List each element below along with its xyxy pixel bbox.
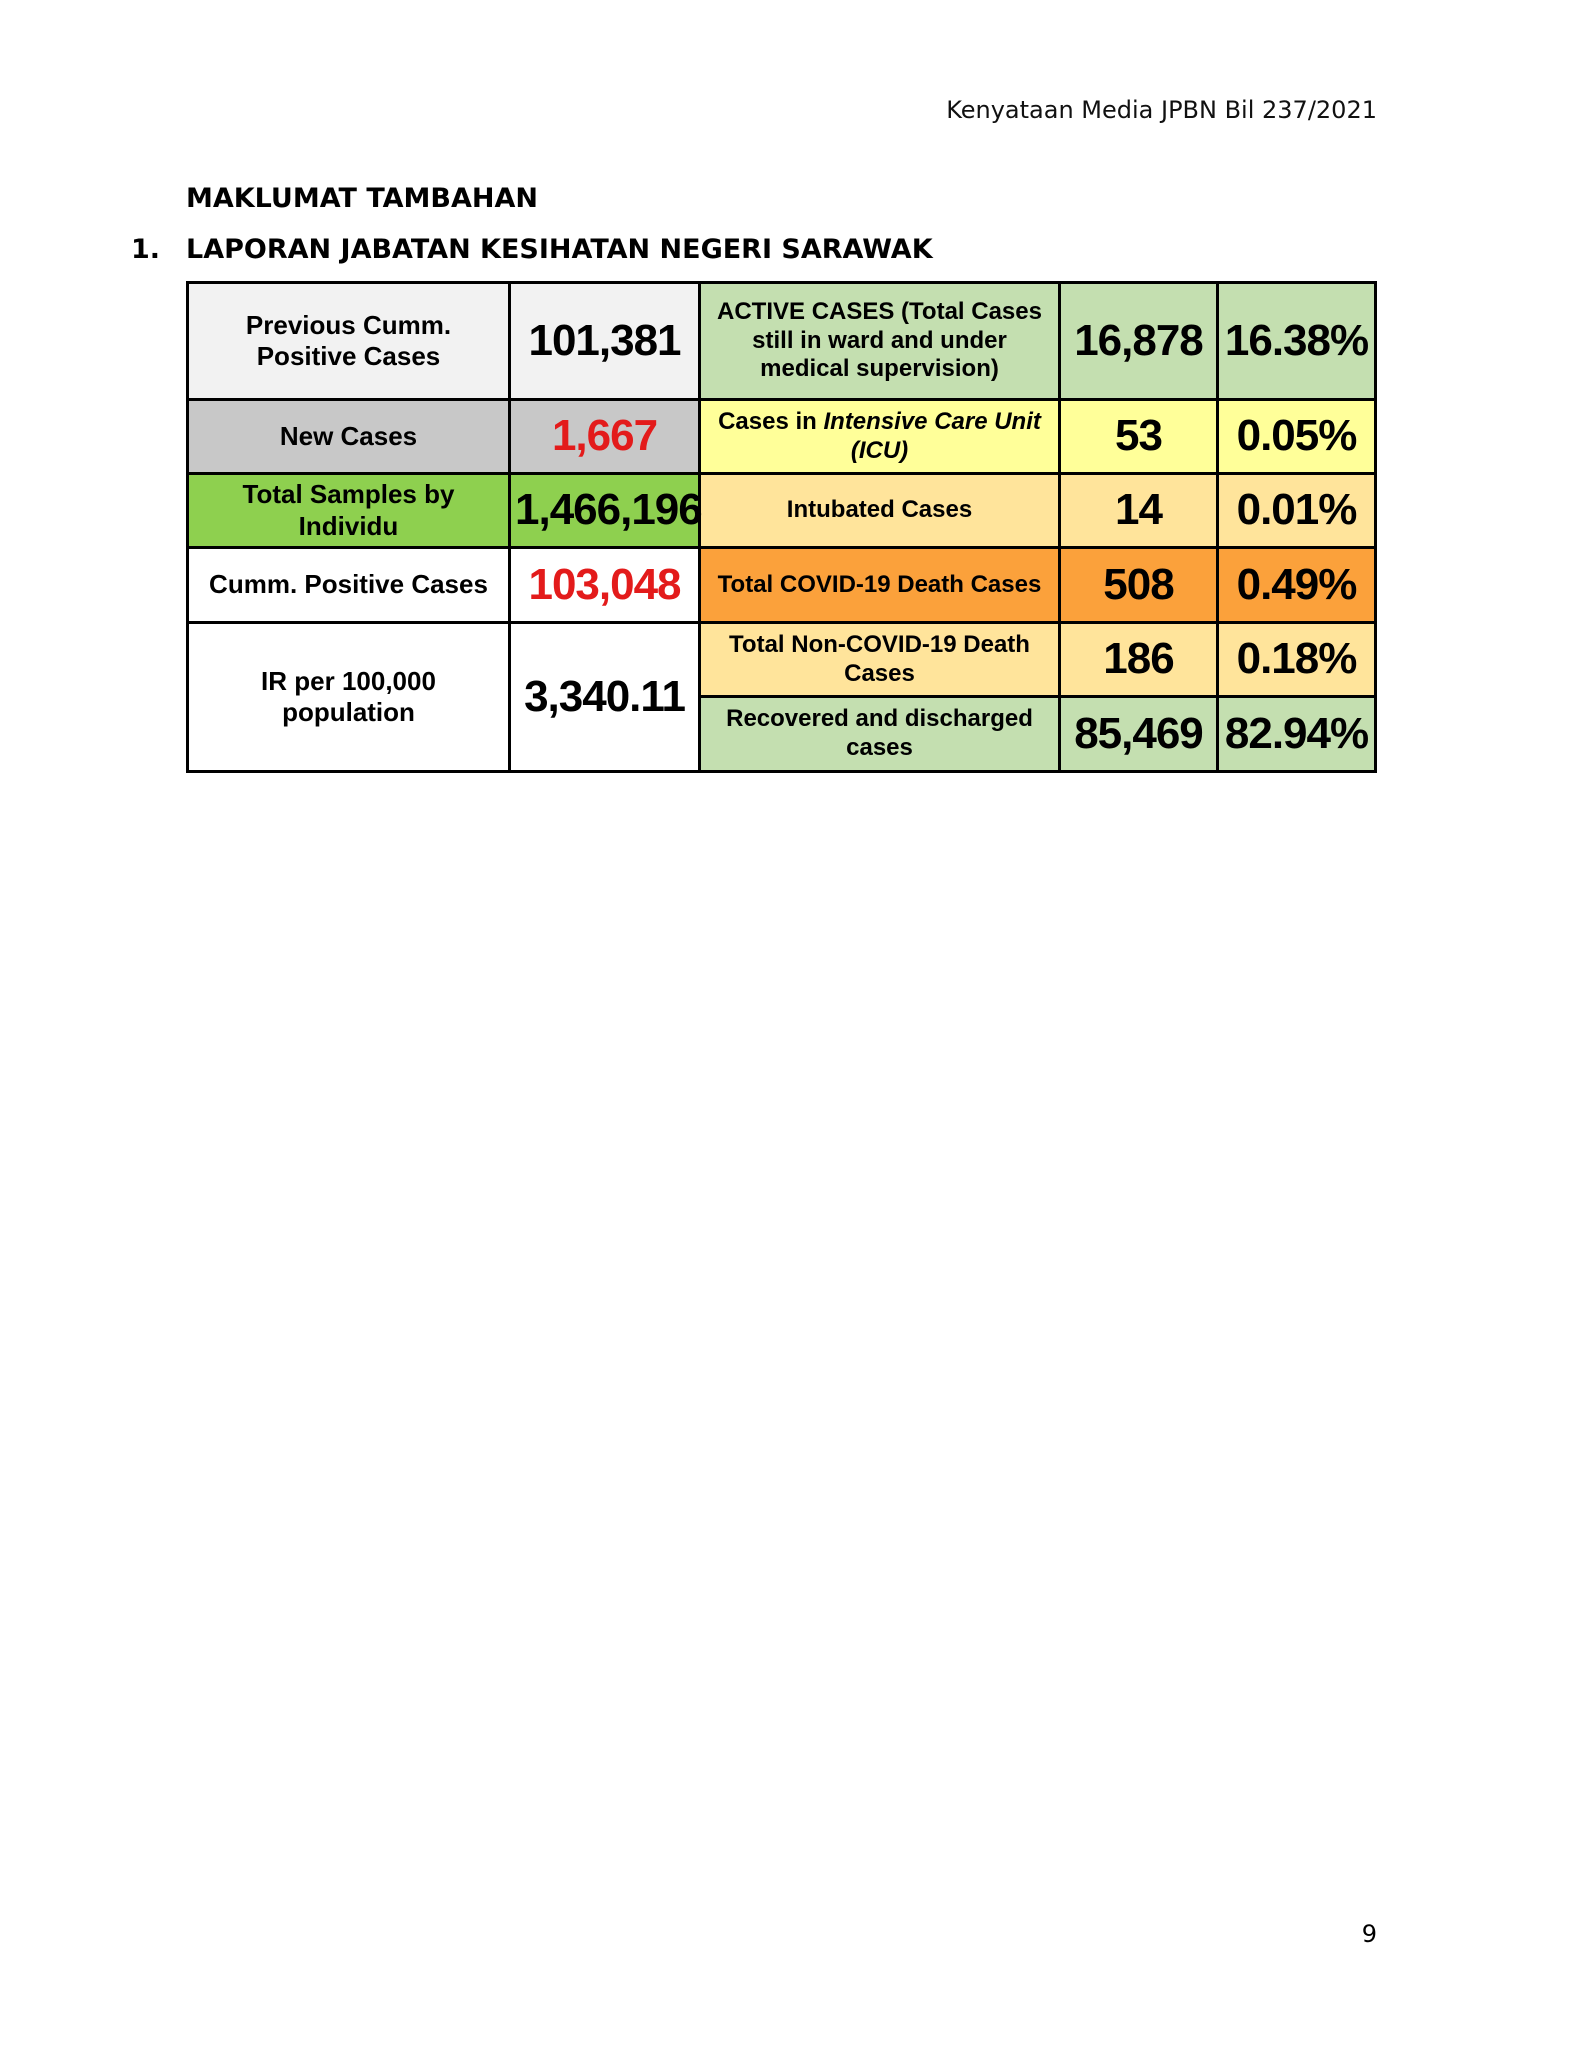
recovered-value: 85,469 — [1060, 697, 1218, 772]
active-cases-value: 16,878 — [1060, 283, 1218, 400]
previous-cumm-positive-value: 101,381 — [510, 283, 700, 400]
icu-cases-label — [700, 400, 1060, 474]
table-row — [188, 400, 1376, 474]
section-title: MAKLUMAT TAMBAHAN — [186, 183, 538, 214]
ir-per-100000-label: IR per 100,000 population — [188, 623, 510, 772]
icu-cases-percent: 0.05% — [1218, 400, 1376, 474]
recovered-percent: 82.94% — [1218, 697, 1376, 772]
intubated-cases-label: Intubated Cases — [700, 474, 1060, 548]
section-heading: LAPORAN JABATAN KESIHATAN NEGERI SARAWAK — [186, 234, 933, 265]
cumm-positive-value: 103,048 — [510, 548, 700, 623]
table-row — [188, 623, 1376, 697]
previous-cumm-positive-label: Previous Cumm. Positive Cases — [188, 283, 510, 400]
intubated-cases-percent: 0.01% — [1218, 474, 1376, 548]
page-number: 9 — [1361, 1920, 1377, 1948]
active-cases-label: ACTIVE CASES (Total Cases still in ward and under medical supervision) — [700, 283, 1060, 400]
table-row — [188, 283, 1376, 400]
cumm-positive-label: Cumm. Positive Cases — [188, 548, 510, 623]
new-cases-label: New Cases — [188, 400, 510, 474]
non-covid-death-percent: 0.18% — [1218, 623, 1376, 697]
total-samples-label: Total Samples by Individu — [188, 474, 510, 548]
icu-label-prefix: Cases in — [718, 407, 824, 435]
document-reference: Kenyataan Media JPBN Bil 237/2021 — [946, 96, 1377, 124]
covid-death-value: 508 — [1060, 548, 1218, 623]
active-cases-percent: 16.38% — [1218, 283, 1376, 400]
non-covid-death-value: 186 — [1060, 623, 1218, 697]
total-samples-value: 1,466,196 — [510, 474, 700, 548]
icu-cases-value: 53 — [1060, 400, 1218, 474]
covid-death-label: Total COVID-19 Death Cases — [700, 548, 1060, 623]
section-number: 1. — [131, 234, 161, 265]
table-row — [188, 474, 1376, 548]
covid-stats-table — [186, 281, 1377, 773]
covid-death-percent: 0.49% — [1218, 548, 1376, 623]
ir-per-100000-value: 3,340.11 — [510, 623, 700, 772]
new-cases-value: 1,667 — [510, 400, 700, 474]
table-row — [188, 548, 1376, 623]
icu-label-italic: Intensive Care Unit (ICU) — [823, 407, 1041, 464]
recovered-label: Recovered and discharged cases — [700, 697, 1060, 772]
non-covid-death-label: Total Non-COVID-19 Death Cases — [700, 623, 1060, 697]
intubated-cases-value: 14 — [1060, 474, 1218, 548]
